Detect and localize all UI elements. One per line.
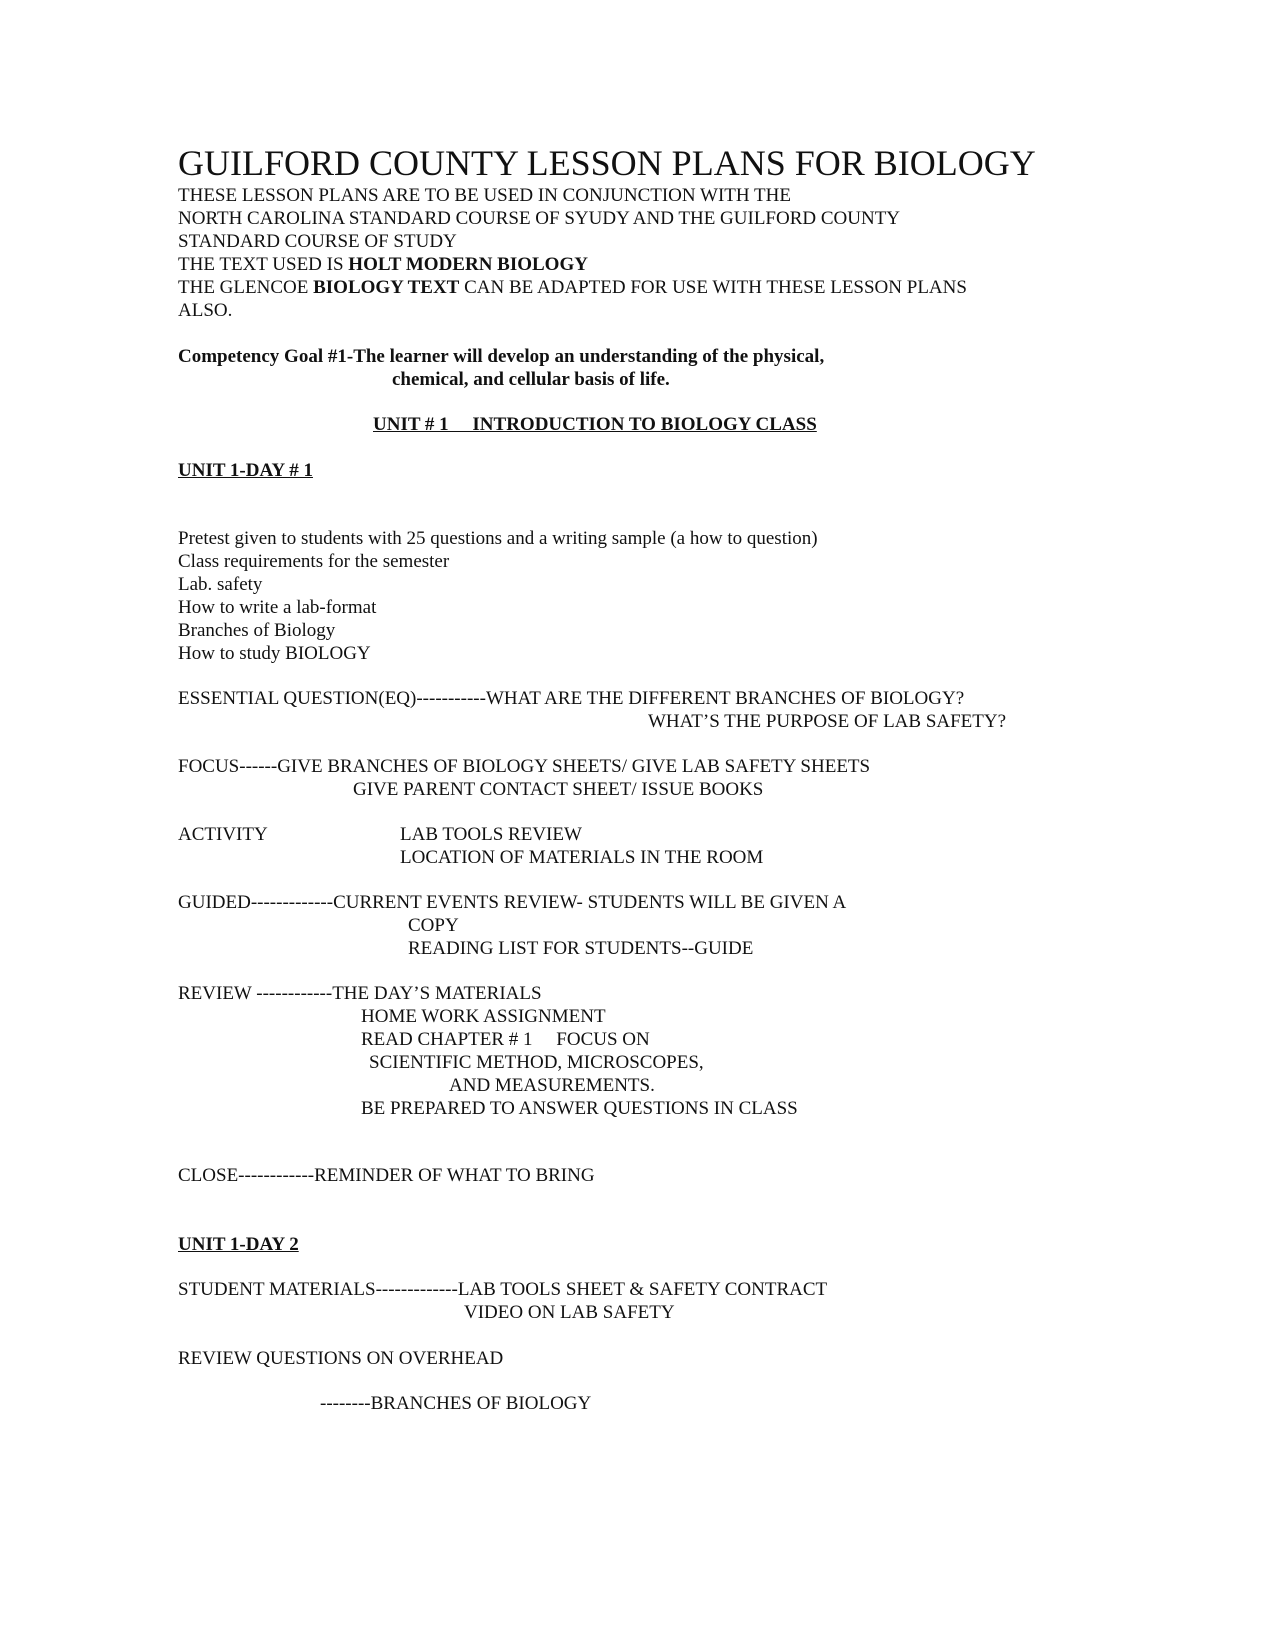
- competency-goal-line-1: Competency Goal #1-The learner will develop an understanding of the physical,: [178, 346, 825, 367]
- focus-line-2: GIVE PARENT CONTACT SHEET/ ISSUE BOOKS: [353, 779, 764, 800]
- student-materials-line-2: VIDEO ON LAB SAFETY: [464, 1302, 675, 1323]
- competency-goal-line-2: chemical, and cellular basis of life.: [392, 369, 670, 390]
- text-used-name: HOLT MODERN BIOLOGY: [348, 254, 588, 275]
- review-line-4: SCIENTIFIC METHOD, MICROSCOPES,: [369, 1052, 704, 1073]
- guided-line-3: READING LIST FOR STUDENTS--GUIDE: [408, 938, 754, 959]
- review-line-5: AND MEASUREMENTS.: [449, 1075, 655, 1096]
- text-used-prefix: THE TEXT USED IS: [178, 254, 349, 275]
- day1-heading: UNIT 1-DAY # 1: [178, 460, 313, 481]
- branches-line: --------BRANCHES OF BIOLOGY: [320, 1393, 592, 1414]
- close-line: CLOSE------------REMINDER OF WHAT TO BRING: [178, 1165, 595, 1186]
- guided-line-2: COPY: [408, 915, 459, 936]
- glencoe-name: BIOLOGY TEXT: [313, 277, 460, 298]
- day1-item: Pretest given to students with 25 questions and a writing sample (a how to question): [178, 528, 818, 549]
- text-used-line: [178, 253, 588, 276]
- review-line-3: READ CHAPTER # 1 FOCUS ON: [361, 1029, 650, 1050]
- intro-line-3: STANDARD COURSE OF STUDY: [178, 231, 457, 252]
- day1-item: How to study BIOLOGY: [178, 643, 371, 664]
- essential-question-line-2: WHAT’S THE PURPOSE OF LAB SAFETY?: [648, 711, 1007, 732]
- document-title: GUILFORD COUNTY LESSON PLANS FOR BIOLOGY: [178, 143, 1036, 183]
- activity-line-1: LAB TOOLS REVIEW: [400, 824, 582, 845]
- guided-line-1: GUIDED-------------CURRENT EVENTS REVIEW- STUDENTS WILL BE GIVEN A: [178, 892, 847, 913]
- activity-line-2: LOCATION OF MATERIALS IN THE ROOM: [400, 847, 764, 868]
- glencoe-end: ALSO.: [178, 300, 233, 321]
- intro-line-2: NORTH CAROLINA STANDARD COURSE OF SYUDY AND THE GUILFORD COUNTY: [178, 208, 901, 229]
- glencoe-line: [178, 276, 967, 299]
- review-line-6: BE PREPARED TO ANSWER QUESTIONS IN CLASS: [361, 1098, 798, 1119]
- activity-label: ACTIVITY: [178, 824, 268, 845]
- day1-item: Class requirements for the semester: [178, 551, 450, 572]
- day1-item: Branches of Biology: [178, 620, 336, 641]
- glencoe-prefix: THE GLENCOE: [178, 277, 314, 298]
- day1-item: How to write a lab-format: [178, 597, 377, 618]
- focus-line-1: FOCUS------GIVE BRANCHES OF BIOLOGY SHEETS/ GIVE LAB SAFETY SHEETS: [178, 756, 871, 777]
- review-questions-line: REVIEW QUESTIONS ON OVERHEAD: [178, 1348, 504, 1369]
- review-line-2: HOME WORK ASSIGNMENT: [361, 1006, 606, 1027]
- essential-question-line-1: ESSENTIAL QUESTION(EQ)-----------WHAT ARE THE DIFFERENT BRANCHES OF BIOLOGY?: [178, 688, 965, 709]
- student-materials-line-1: STUDENT MATERIALS-------------LAB TOOLS SHEET & SAFETY CONTRACT: [178, 1279, 828, 1300]
- intro-line-1: THESE LESSON PLANS ARE TO BE USED IN CONJUNCTION WITH THE: [178, 185, 791, 206]
- unit-heading: UNIT # 1 INTRODUCTION TO BIOLOGY CLASS: [373, 414, 817, 435]
- glencoe-suffix: CAN BE ADAPTED FOR USE WITH THESE LESSON PLANS: [459, 277, 967, 298]
- day1-item: Lab. safety: [178, 574, 263, 595]
- review-line-1: REVIEW ------------THE DAY’S MATERIALS: [178, 983, 542, 1004]
- day2-heading: UNIT 1-DAY 2: [178, 1234, 299, 1255]
